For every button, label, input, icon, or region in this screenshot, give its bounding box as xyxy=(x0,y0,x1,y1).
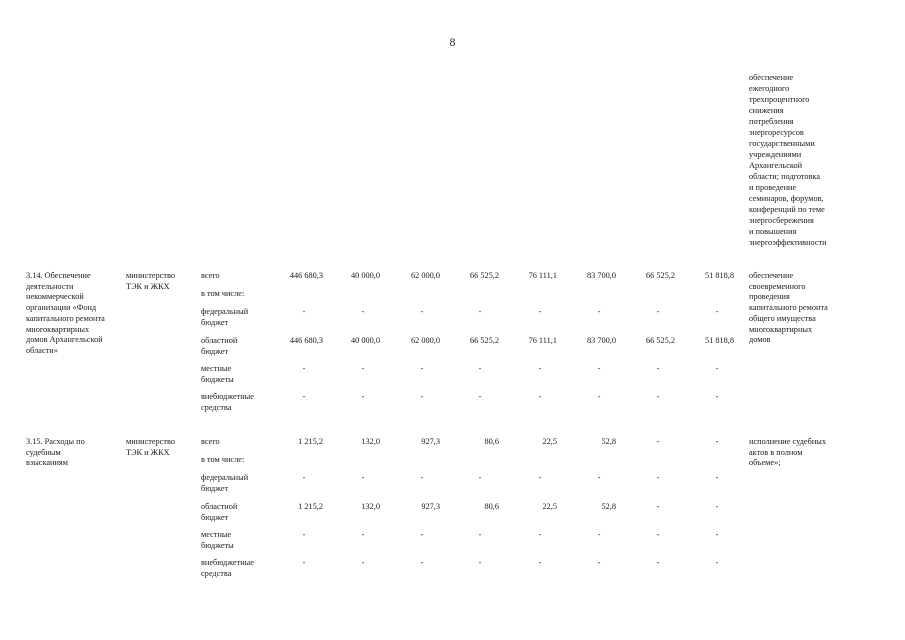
funding-source-label: местные бюджеты xyxy=(201,530,234,550)
amount-cell: - xyxy=(361,530,365,539)
amount-cell: 927,3 xyxy=(421,502,440,511)
amount-cell: - xyxy=(715,392,719,401)
funding-source-label: местные бюджеты xyxy=(201,364,234,384)
amount-cell: - xyxy=(597,558,601,567)
page-number: 8 xyxy=(449,37,456,49)
amount-cell: - xyxy=(715,437,719,446)
amount-cell: - xyxy=(361,392,365,401)
amount-cell: - xyxy=(656,364,660,373)
amount-cell: - xyxy=(420,392,424,401)
amount-cell: 51 818,8 xyxy=(704,271,734,280)
amount-cell: - xyxy=(478,558,482,567)
amount-cell: - xyxy=(597,307,601,316)
amount-cell: 80,6 xyxy=(484,437,499,446)
amount-cell: - xyxy=(656,502,660,511)
amount-cell: - xyxy=(597,473,601,482)
amount-cell: - xyxy=(656,437,660,446)
amount-cell: 66 525,2 xyxy=(645,271,675,280)
measure-name: 3.15. Расходы по судебным взысканиям xyxy=(26,437,85,468)
amount-cell: - xyxy=(715,307,719,316)
amount-cell: 446 680,3 xyxy=(289,336,323,345)
amount-cell: - xyxy=(538,307,542,316)
amount-cell: - xyxy=(597,364,601,373)
amount-cell: - xyxy=(715,364,719,373)
amount-cell: - xyxy=(420,558,424,567)
amount-cell: - xyxy=(302,530,306,539)
amount-cell: - xyxy=(715,502,719,511)
amount-cell: 40 000,0 xyxy=(350,336,380,345)
amount-cell: - xyxy=(597,530,601,539)
amount-cell: - xyxy=(361,473,365,482)
amount-cell: - xyxy=(361,364,365,373)
amount-cell: - xyxy=(302,364,306,373)
amount-cell: 446 680,3 xyxy=(289,271,323,280)
measure-result: исполнение судебных актов в полном объеме»; xyxy=(749,437,826,468)
amount-cell: 52,8 xyxy=(601,502,616,511)
amount-cell: - xyxy=(656,558,660,567)
amount-cell: 62 000,0 xyxy=(410,271,440,280)
continued-result-cell: обеспечение ежегодного трехпроцентного снижения потребления энергоресурсов государственными учреждениями Архангельской области; подготовка и проведение семинаров, форумов, конференций по теме энергосбережения и повышения энергоэффективности xyxy=(749,73,827,247)
funding-source-label: федеральный бюджет xyxy=(201,307,249,327)
amount-cell: - xyxy=(361,307,365,316)
amount-cell: - xyxy=(538,473,542,482)
amount-cell: - xyxy=(715,530,719,539)
measure-executor: министерство ТЭК и ЖКХ xyxy=(126,271,176,291)
amount-cell: 83 700,0 xyxy=(586,336,616,345)
amount-cell: - xyxy=(420,364,424,373)
amount-cell: - xyxy=(597,392,601,401)
amount-cell: - xyxy=(538,364,542,373)
amount-cell: - xyxy=(538,558,542,567)
amount-cell: 66 525,2 xyxy=(645,336,675,345)
amount-cell: - xyxy=(478,392,482,401)
funding-source-label: внебюджетные средства xyxy=(201,392,254,412)
funding-source-label: всего xyxy=(201,271,220,280)
amount-cell: - xyxy=(302,392,306,401)
amount-cell: - xyxy=(478,473,482,482)
amount-cell: - xyxy=(420,307,424,316)
amount-cell: - xyxy=(656,530,660,539)
amount-cell: - xyxy=(715,473,719,482)
funding-source-label: всего xyxy=(201,437,220,446)
amount-cell: 66 525,2 xyxy=(469,336,499,345)
amount-cell: - xyxy=(420,473,424,482)
amount-cell: - xyxy=(302,558,306,567)
amount-cell: - xyxy=(538,530,542,539)
measure-result: обеспечение своевременного проведения капитального ремонта общего имущества многоквартирных домов xyxy=(749,271,828,345)
amount-cell: 66 525,2 xyxy=(469,271,499,280)
amount-cell: - xyxy=(478,364,482,373)
amount-cell: 1 215,2 xyxy=(298,502,323,511)
funding-source-label: в том числе: xyxy=(201,455,245,464)
funding-source-label: в том числе: xyxy=(201,289,245,298)
amount-cell: 83 700,0 xyxy=(586,271,616,280)
amount-cell: 80,6 xyxy=(484,502,499,511)
amount-cell: 22,5 xyxy=(542,437,557,446)
amount-cell: - xyxy=(478,530,482,539)
funding-source-label: внебюджетные средства xyxy=(201,558,254,578)
amount-cell: - xyxy=(715,558,719,567)
amount-cell: - xyxy=(302,473,306,482)
amount-cell: 1 215,2 xyxy=(298,437,323,446)
amount-cell: - xyxy=(656,307,660,316)
amount-cell: - xyxy=(420,530,424,539)
amount-cell: - xyxy=(538,392,542,401)
amount-cell: 132,0 xyxy=(361,502,380,511)
amount-cell: 22,5 xyxy=(542,502,557,511)
amount-cell: 51 818,8 xyxy=(704,336,734,345)
funding-source-label: областной бюджет xyxy=(201,502,238,522)
funding-source-label: областной бюджет xyxy=(201,336,238,356)
amount-cell: 132,0 xyxy=(361,437,380,446)
amount-cell: - xyxy=(656,392,660,401)
amount-cell: 927,3 xyxy=(421,437,440,446)
funding-source-label: федеральный бюджет xyxy=(201,473,249,493)
amount-cell: 40 000,0 xyxy=(350,271,380,280)
amount-cell: 76 111,1 xyxy=(528,271,557,280)
amount-cell: - xyxy=(478,307,482,316)
amount-cell: - xyxy=(656,473,660,482)
measure-name: 3.14. Обеспечение деятельности некоммерческой организации «Фонд капитального ремонта многоквартирных домов Архангельской области» xyxy=(26,271,105,355)
amount-cell: - xyxy=(361,558,365,567)
amount-cell: 52,8 xyxy=(601,437,616,446)
measure-executor: министерство ТЭК и ЖКХ xyxy=(126,437,176,457)
amount-cell: 76 111,1 xyxy=(528,336,557,345)
amount-cell: - xyxy=(302,307,306,316)
amount-cell: 62 000,0 xyxy=(410,336,440,345)
